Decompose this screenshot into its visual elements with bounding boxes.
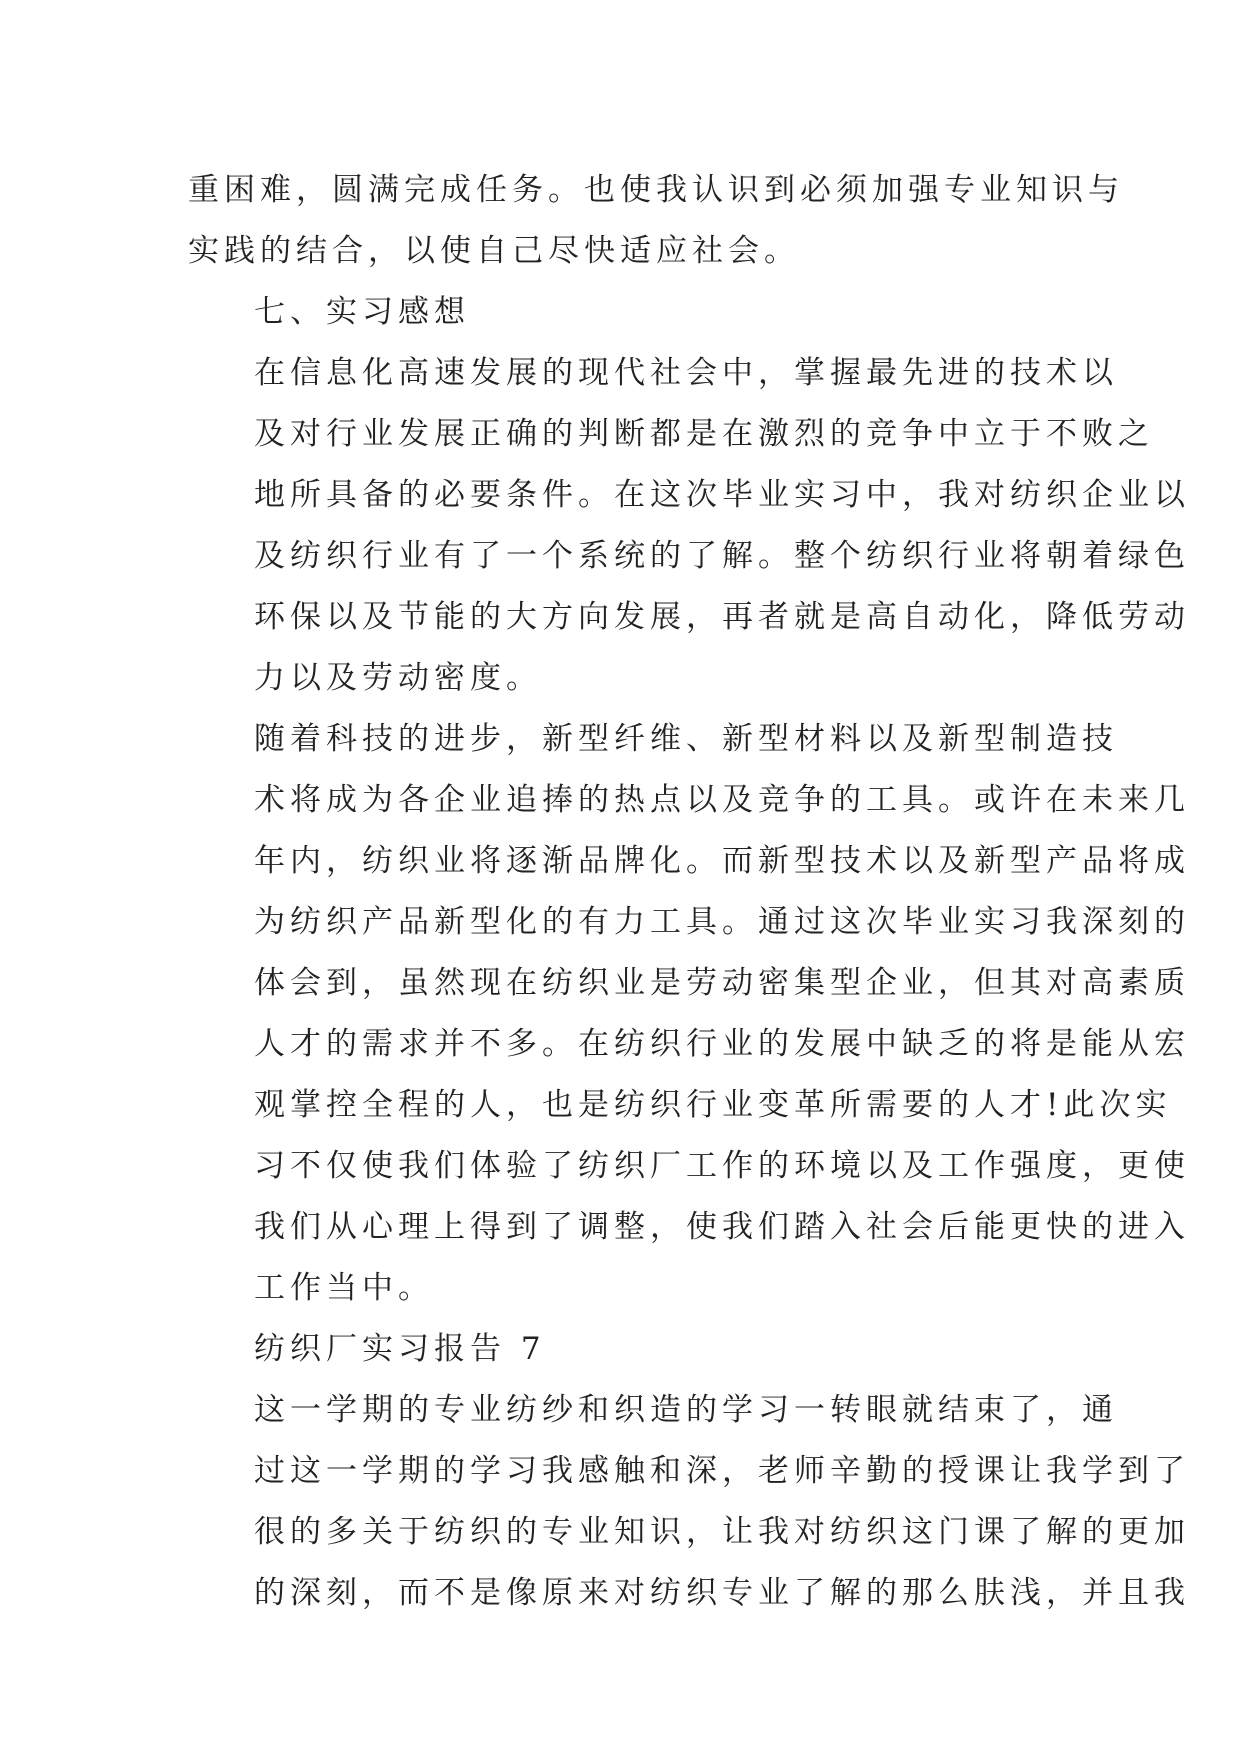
text-line: 在信息化高速发展的现代社会中，掌握最先进的技术以: [254, 355, 1118, 391]
text-line: 体会到，虽然现在纺织业是劳动密集型企业，但其对高素质: [254, 965, 1190, 1001]
report-title: [188, 1319, 1058, 1380]
section-heading: [188, 282, 1058, 343]
text-line: 随着科技的进步，新型纤维、新型材料以及新型制造技: [254, 721, 1118, 757]
paragraph: [188, 709, 1190, 1319]
text-line: 及对行业发展正确的判断都是在激烈的竞争中立于不败之: [254, 416, 1154, 452]
text-line: 环保以及节能的大方向发展，再者就是高自动化，降低劳动: [254, 599, 1190, 635]
text-line: 术将成为各企业追捧的热点以及竞争的工具。或许在未来几: [254, 782, 1190, 818]
text-line: 这一学期的专业纺纱和织造的学习一转眼就结束了，通: [254, 1392, 1118, 1428]
document-body: [188, 160, 1190, 1624]
text-line: 年内，纺织业将逐渐品牌化。而新型技术以及新型产品将成: [254, 843, 1190, 879]
text-line: 及纺织行业有了一个系统的了解。整个纺织行业将朝着绿色: [254, 538, 1190, 574]
text-line: 重困难，圆满完成任务。也使我认识到必须加强专业知识与: [188, 172, 1124, 208]
text-line: 的深刻，而不是像原来对纺织专业了解的那么肤浅，并且我: [254, 1575, 1190, 1611]
text-line: 习不仅使我们体验了纺织厂工作的环境以及工作强度，更使: [254, 1148, 1190, 1184]
paragraph: [188, 1380, 1190, 1624]
paragraph: [188, 343, 1190, 709]
text-line: 七、实习感想: [254, 294, 470, 330]
text-line: 地所具备的必要条件。在这次毕业实习中，我对纺织企业以: [254, 477, 1190, 513]
text-line: 过这一学期的学习我感触和深，老师辛勤的授课让我学到了: [254, 1453, 1190, 1489]
text-line: 人才的需求并不多。在纺织行业的发展中缺乏的将是能从宏: [254, 1026, 1190, 1062]
text-line: 工作当中。: [254, 1270, 434, 1306]
text-line: 力以及劳动密度。: [254, 660, 542, 696]
text-line: 纺织厂实习报告 7: [254, 1331, 546, 1367]
paragraph-continuation: [188, 160, 1124, 282]
text-line: 很的多关于纺织的专业知识，让我对纺织这门课了解的更加: [254, 1514, 1190, 1550]
text-line: 观掌控全程的人，也是纺织行业变革所需要的人才!此次实: [254, 1087, 1172, 1123]
text-line: 我们从心理上得到了调整，使我们踏入社会后能更快的进入: [254, 1209, 1190, 1245]
text-line: 实践的结合，以使自己尽快适应社会。: [188, 233, 800, 269]
text-line: 为纺织产品新型化的有力工具。通过这次毕业实习我深刻的: [254, 904, 1190, 940]
